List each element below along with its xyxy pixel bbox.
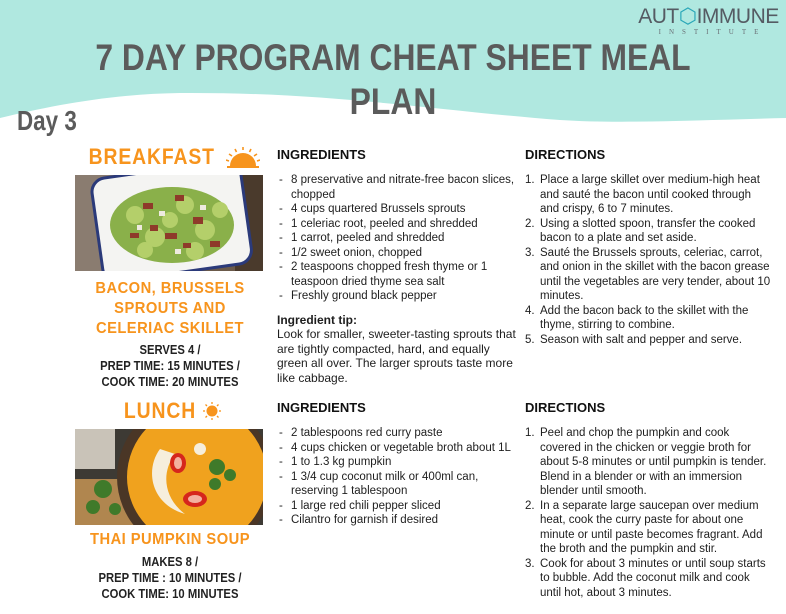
recipe-title-line: CELERIAC SKILLET [95, 320, 245, 337]
ingredient-item: - 1 3/4 cup coconut milk or 400ml can, reserving 1 tablespoon [277, 470, 517, 499]
breakfast-card [74, 144, 266, 390]
breakfast-directions [525, 147, 773, 347]
breakfast-recipe-title [82, 279, 259, 339]
logo-text-left: AUT [638, 5, 679, 28]
cook-time: COOK TIME: 10 MINUTES [101, 587, 239, 601]
direction-step: 1. Place a large skillet over medium-high heat and sauté the bacon until cooked through and crispy, 6 to 7 minutes. [525, 174, 760, 215]
ingredient-tip-text: Look for smaller, sweeter-tasting sprouts that are tightly compacted, hard, and equally green all over. The larger sprouts taste more like cabbage. [277, 327, 516, 385]
recipe-title-line: BACON, BRUSSELS [95, 280, 245, 297]
ingredients-heading: INGREDIENTS [277, 400, 366, 415]
lunch-card [74, 398, 266, 602]
sun-icon [203, 402, 221, 420]
prep-time: PREP TIME: 15 MINUTES / [100, 359, 240, 373]
ingredient-item: - 1 large red chili pepper sliced [277, 499, 517, 514]
ingredients-heading: INGREDIENTS [277, 147, 366, 162]
ingredient-item: - 8 preservative and nitrate-free bacon slices, chopped [277, 173, 517, 202]
servings: MAKES 8 / [141, 555, 199, 569]
logo-subtitle: INSTITUTE [658, 28, 767, 36]
ingredient-item: - 1/2 sweet onion, chopped [277, 246, 517, 261]
directions-heading: DIRECTIONS [525, 400, 606, 415]
ingredient-item: - 4 cups chicken or vegetable broth about 1L [277, 441, 517, 456]
ingredient-item: - Cilantro for garnish if desired [277, 513, 517, 528]
breakfast-recipe-meta [84, 342, 257, 390]
breakfast-ingredients [277, 147, 517, 385]
molecule-icon: ⬡ [678, 5, 697, 28]
ingredient-item: - 2 tablespoons red curry paste [277, 426, 517, 441]
recipe-title-line: THAI PUMPKIN SOUP [90, 531, 250, 548]
breakfast-recipe-photo [75, 175, 263, 271]
meal-label-lunch: LUNCH [123, 398, 197, 423]
lunch-recipe-meta [84, 554, 257, 602]
direction-step: 3. Cook for about 3 minutes or until soup starts to bubble. Add the coconut milk and cook until hot, about 3 minutes. [525, 557, 766, 599]
direction-step: 5. Season with salt and pepper and serve. [525, 333, 743, 346]
direction-step: 4. Add the bacon back to the skillet with the thyme, stirring to combine. [525, 304, 749, 331]
ingredient-item: - 2 teaspoons chopped fresh thyme or 1 teaspoon dried thyme sea salt [277, 260, 517, 289]
direction-step: 2. Using a slotted spoon, transfer the cooked bacon to a plate and set aside. [525, 217, 756, 244]
logo-text-right: IMMUNE [696, 5, 779, 28]
lunch-recipe-title [82, 530, 259, 550]
ingredient-item: - Freshly ground black pepper [277, 289, 517, 304]
directions-heading: DIRECTIONS [525, 147, 606, 162]
direction-step: 3. Sauté the Brussels sprouts, celeriac, carrot, and onion in the skillet with the bacon grease until the vegetables are very tender, about 10 minutes. [525, 246, 771, 302]
lunch-ingredients [277, 400, 517, 528]
lunch-directions [525, 400, 773, 600]
page-title: 7 DAY PROGRAM CHEAT SHEET MEAL PLAN [95, 37, 691, 122]
ingredient-tip-heading: Ingredient tip: [277, 312, 357, 327]
cook-time: COOK TIME: 20 MINUTES [101, 375, 239, 389]
prep-time: PREP TIME : 10 MINUTES / [98, 571, 242, 585]
sunrise-icon [226, 146, 260, 168]
ingredient-item: - 1 carrot, peeled and shredded [277, 231, 517, 246]
ingredient-item: - 1 celeriac root, peeled and shredded [277, 217, 517, 232]
meal-label-breakfast: BREAKFAST [88, 144, 216, 169]
direction-step: 2. In a separate large saucepan over medium heat, cook the curry paste for about one minute or until paste becomes fragrant. Add the broth and the pumpkin and stir. [525, 499, 763, 555]
autoimmune-institute-logo [636, 6, 781, 37]
direction-step: 1. Peel and chop the pumpkin and cook covered in the chicken or veggie broth for about 5-8 minutes or until pumpkin is tender. Blend in a blender or with an immersion blender until smooth. [525, 427, 767, 497]
ingredient-item: - 4 cups quartered Brussels sprouts [277, 202, 517, 217]
servings: SERVES 4 / [139, 343, 201, 357]
lunch-recipe-photo [75, 429, 263, 525]
day-label: Day 3 [17, 105, 77, 136]
recipe-title-line: SPROUTS AND [114, 300, 226, 317]
ingredient-item: - 1 to 1.3 kg pumpkin [277, 455, 517, 470]
